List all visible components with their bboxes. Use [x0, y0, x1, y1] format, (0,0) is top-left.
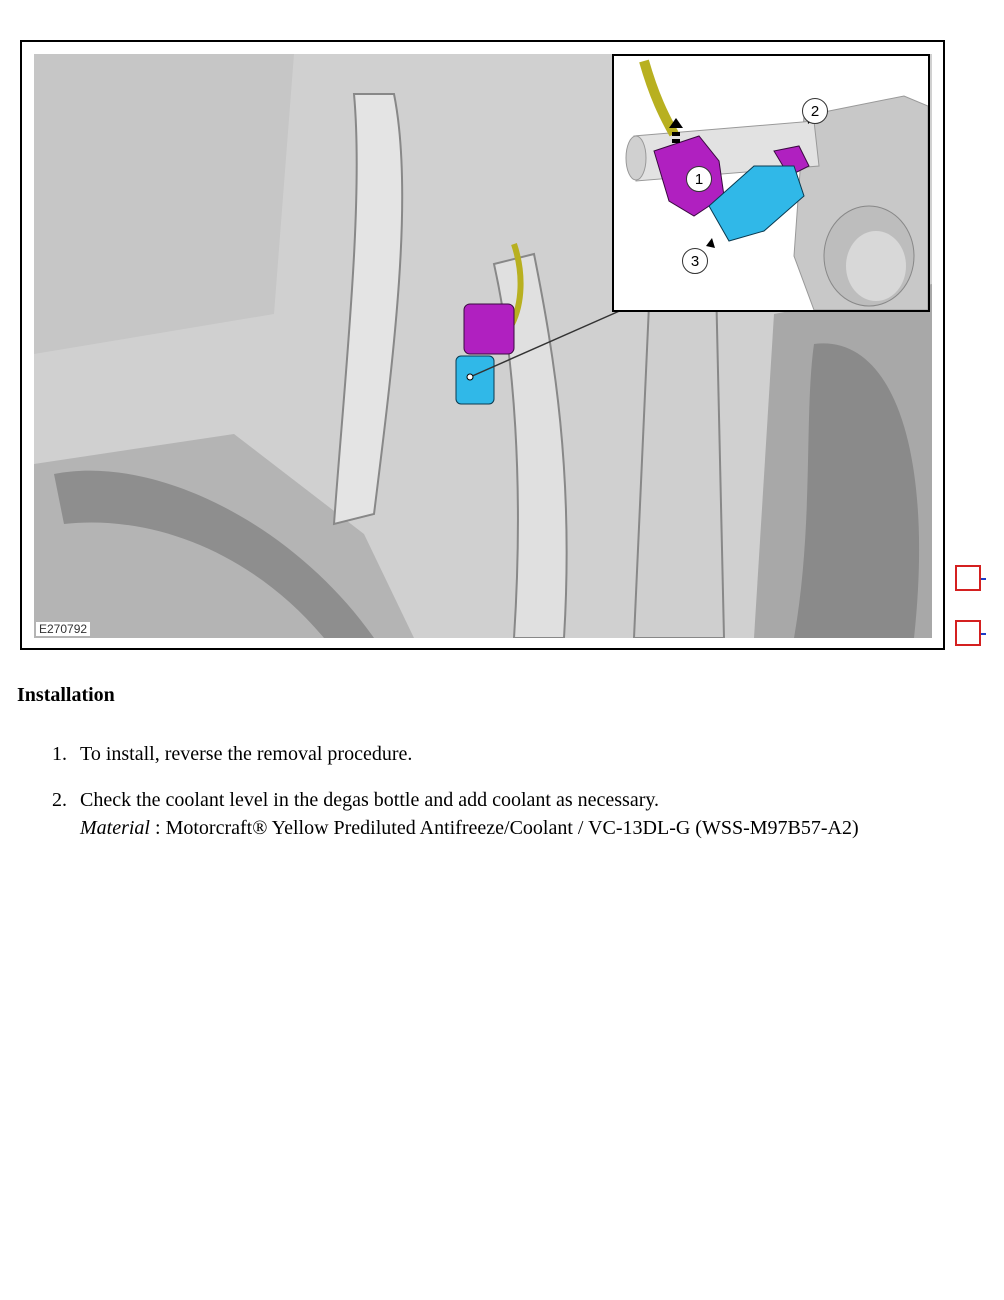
- step-number: 2.: [52, 789, 67, 811]
- callout-2: 2: [802, 98, 828, 124]
- illustration-figure: [20, 40, 945, 650]
- page-marker-box-1[interactable]: [955, 565, 981, 591]
- installation-steps: [52, 740, 859, 860]
- material-text: Motorcraft® Yellow Prediluted Antifreeze/Coolant / VC-13DL-G (WSS-M97B57-A2): [165, 817, 859, 839]
- material-separator: :: [150, 817, 166, 839]
- step-text: To install, reverse the removal procedure.: [80, 743, 413, 765]
- callout-1: 1: [686, 166, 712, 192]
- step-item: [52, 740, 859, 768]
- material-label: Material: [80, 817, 150, 839]
- step-number: 1.: [52, 743, 67, 765]
- step-item: [52, 786, 859, 842]
- connector-detail-inset: [612, 54, 930, 312]
- connector-detail-drawing: [614, 56, 928, 310]
- material-line: [80, 814, 859, 842]
- step-text: Check the coolant level in the degas bottle and add coolant as necessary.: [80, 789, 660, 811]
- page-marker-box-2[interactable]: [955, 620, 981, 646]
- section-heading: Installation: [17, 684, 115, 706]
- figure-id-label: E270792: [36, 622, 90, 636]
- callout-3: 3: [682, 248, 708, 274]
